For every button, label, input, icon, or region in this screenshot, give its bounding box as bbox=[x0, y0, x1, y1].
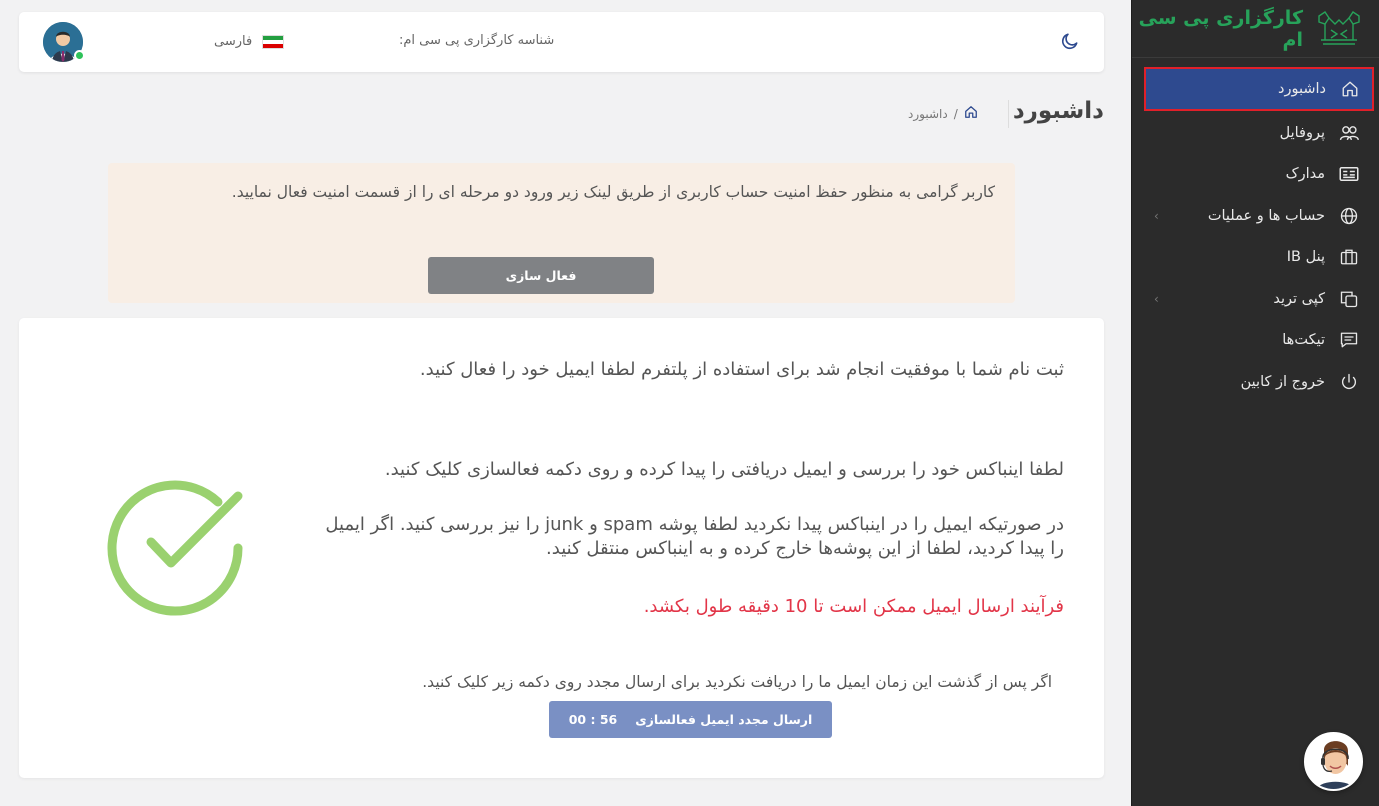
sidebar-item-label: حساب ها و عملیات bbox=[1207, 207, 1325, 224]
globe-icon bbox=[1339, 206, 1359, 226]
brand bbox=[1132, 0, 1379, 58]
sidebar-item-label: کپی ترید bbox=[1273, 290, 1325, 307]
sidebar-nav bbox=[1132, 58, 1379, 403]
check-circle-icon bbox=[107, 478, 247, 622]
page-title: داشبورد bbox=[1012, 98, 1104, 124]
sidebar-item-tickets[interactable] bbox=[1132, 320, 1379, 362]
chevron-left-icon: ‹ bbox=[1154, 291, 1159, 306]
online-status-icon bbox=[74, 50, 85, 61]
security-alert-text: کاربر گرامی به منظور حفظ امنیت حساب کاربری از طریق لینک زیر ورود دو مرحله ای را از قسمت امنیت فعال نمایید. bbox=[231, 183, 995, 201]
email-verification-card bbox=[19, 318, 1104, 778]
security-alert bbox=[108, 163, 1015, 303]
spam-note: در صورتیکه ایمیل را در اینباکس پیدا نکردید لطفا پوشه spam و junk را نیز بررسی کنید. اگر ایمیل را پیدا کردید، لطفا از این پوشه‌ها خارج کرده و به اینباکس منتقل کنید. bbox=[325, 514, 1064, 559]
moon-icon[interactable] bbox=[1060, 31, 1080, 55]
breadcrumb bbox=[908, 105, 978, 122]
sidebar-item-logout[interactable] bbox=[1132, 361, 1379, 403]
brand-logo-icon bbox=[1315, 10, 1363, 48]
user-avatar[interactable] bbox=[43, 22, 83, 62]
home-icon[interactable] bbox=[964, 105, 978, 122]
sidebar-item-label: پنل IB bbox=[1286, 249, 1325, 266]
delay-warning: فرآیند ارسال ایمیل ممکن است تا 10 دقیقه طول بکشد. bbox=[643, 596, 1064, 617]
briefcase-icon bbox=[1339, 247, 1359, 267]
verification-title: ثبت نام شما با موفقیت انجام شد برای استفاده از پلتفرم لطفا ایمیل خود را فعال کنید. bbox=[419, 359, 1064, 380]
brand-name: کارگزاری پی سی ام bbox=[1138, 6, 1303, 51]
sidebar-item-ib-panel[interactable] bbox=[1132, 237, 1379, 279]
users-icon bbox=[1339, 123, 1359, 143]
chevron-left-icon: ‹ bbox=[1154, 208, 1159, 223]
resend-note: اگر پس از گذشت این زمان ایمیل ما را دریافت نکردید برای ارسال مجدد روی دکمه زیر کلیک کنید. bbox=[422, 673, 1052, 691]
sidebar-item-copy-trade[interactable] bbox=[1132, 278, 1379, 320]
sidebar-item-documents[interactable] bbox=[1132, 154, 1379, 196]
support-chat-button[interactable] bbox=[1304, 732, 1363, 791]
sidebar-item-accounts[interactable] bbox=[1132, 195, 1379, 237]
activate-2fa-button[interactable]: فعال سازی bbox=[428, 257, 654, 294]
sidebar-item-label: پروفایل bbox=[1279, 124, 1325, 141]
home-icon bbox=[1340, 79, 1360, 99]
iran-flag-icon bbox=[262, 35, 284, 49]
sidebar-item-dashboard[interactable] bbox=[1145, 68, 1373, 110]
breadcrumb-current: داشبورد bbox=[908, 106, 948, 121]
sidebar-item-label: مدارک bbox=[1285, 166, 1325, 183]
sidebar-item-label: خروج از کابین bbox=[1240, 373, 1325, 390]
resend-email-button[interactable] bbox=[549, 701, 832, 738]
language-label: فارسی bbox=[214, 34, 253, 49]
language-selector[interactable] bbox=[214, 34, 284, 49]
sidebar-item-label: داشبورد bbox=[1278, 81, 1326, 97]
verification-instruction: لطفا اینباکس خود را بررسی و ایمیل دریافتی را پیدا کرده و روی دکمه فعالسازی کلیک کنید. bbox=[384, 459, 1064, 480]
broker-id-label: شناسه کارگزاری پی سی ام: bbox=[399, 33, 555, 48]
copy-icon bbox=[1339, 289, 1359, 309]
sidebar-item-profile[interactable] bbox=[1132, 112, 1379, 154]
countdown-timer: 56 : 00 bbox=[568, 712, 618, 727]
id-card-icon bbox=[1339, 164, 1359, 184]
sidebar bbox=[1131, 0, 1379, 806]
top-header bbox=[19, 12, 1104, 72]
sidebar-item-label: تیکت‌ها bbox=[1282, 332, 1325, 349]
resend-button-label: ارسال مجدد ایمیل فعالسازی bbox=[635, 712, 813, 727]
message-icon bbox=[1339, 330, 1359, 350]
breadcrumb-separator: / bbox=[953, 106, 958, 121]
power-icon bbox=[1339, 372, 1359, 392]
breadcrumb-divider bbox=[1008, 100, 1009, 128]
